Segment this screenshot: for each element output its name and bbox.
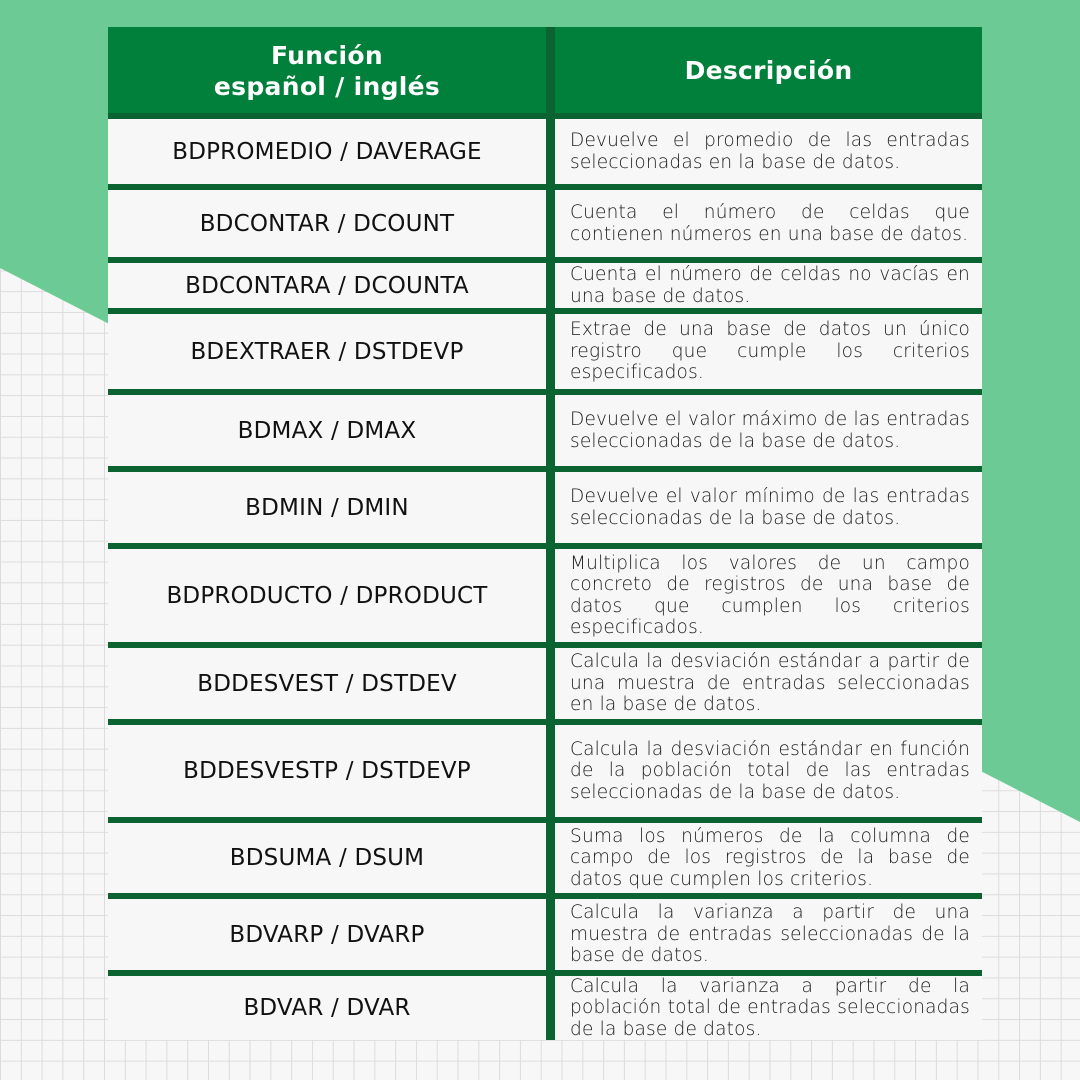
description-cell [555,648,982,719]
row-divider [108,893,982,899]
table-row [108,314,982,389]
description-text: Extrae de una base de datos un único registro que cumple los criterios especificados. [570,319,970,384]
description-text: Devuelve el valor mínimo de las entradas seleccionadas de la base de datos. [570,486,970,529]
table-row [108,119,982,184]
row-divider [108,389,982,395]
function-name-cell: BDDESVESTP / DSTDEVP [183,758,471,784]
table-row [108,899,982,970]
description-cell [555,395,982,466]
description-cell [555,899,982,970]
row-divider [108,970,982,976]
description-text: Calcula la varianza a partir de la población total de entradas seleccionadas de la base de datos. [570,975,970,1040]
function-name-cell: BDMAX / DMAX [237,417,417,444]
description-cell [555,725,982,817]
row-divider [108,113,982,119]
function-name-cell: BDEXTRAER / DSTDEVP [190,338,464,365]
row-divider [108,817,982,823]
function-name-cell: BDSUMA / DSUM [229,845,425,871]
table-row [108,976,982,1040]
description-text: Devuelve el promedio de las entradas seleccionadas en la base de datos. [570,130,970,173]
row-divider [108,184,982,190]
description-text: Cuenta el número de celdas no vacías en una base de datos. [570,264,970,307]
description-cell [555,119,982,184]
header-description-column: Descripción [684,56,853,85]
function-name-cell: BDPRODUCTO / DPRODUCT [166,582,488,609]
row-divider [108,719,982,725]
description-cell [555,823,982,893]
description-cell [555,549,982,642]
table-row [108,648,982,719]
function-name-cell: BDDESVEST / DSTDEV [197,670,457,697]
description-text: Calcula la desviación estándar a partir de una muestra de entradas seleccionadas en la base de datos. [570,651,970,716]
function-name-cell: BDVAR / DVAR [243,995,411,1021]
function-name-cell: BDPROMEDIO / DAVERAGE [172,138,482,165]
row-divider [108,466,982,472]
row-divider [108,543,982,549]
function-name-cell: BDVARP / DVARP [229,921,425,948]
function-name-cell: BDMIN / DMIN [245,494,409,521]
table-row [108,472,982,543]
description-text: Cuenta el número de celdas que contienen números en una base de datos. [570,202,970,245]
description-cell [555,190,982,257]
table-row [108,190,982,257]
header-function-title: Función [271,40,383,70]
table-row [108,395,982,466]
table-header-row [108,27,982,114]
column-divider [546,27,555,1040]
header-function-column [108,27,546,114]
description-text: Suma los números de la columna de campo de los registros de la base de datos que cumplen los criterios. [570,825,970,890]
row-divider [108,308,982,314]
row-divider [108,642,982,648]
description-text: Multiplica los valores de un campo concreto de registros de una base de datos que cumplen los criterios especificados. [570,552,970,638]
function-name-cell: BDCONTAR / DCOUNT [199,210,455,237]
function-name-cell: BDCONTARA / DCOUNTA [185,272,469,299]
description-cell [555,472,982,543]
header-function-subtitle: español / inglés [213,71,441,101]
description-text: Devuelve el valor máximo de las entradas seleccionadas de la base de datos. [570,409,970,452]
description-text: Calcula la desviación estándar en función de la población total de las entradas seleccionadas de la base de datos. [570,738,970,803]
table-row [108,263,982,308]
description-cell [555,976,982,1040]
table-row [108,725,982,817]
row-divider [108,257,982,263]
description-text: Calcula la varianza a partir de una muestra de entradas seleccionadas de la base de datos. [570,902,970,967]
table-row [108,549,982,642]
description-cell [555,263,982,308]
table-row [108,823,982,893]
description-cell [555,314,982,389]
